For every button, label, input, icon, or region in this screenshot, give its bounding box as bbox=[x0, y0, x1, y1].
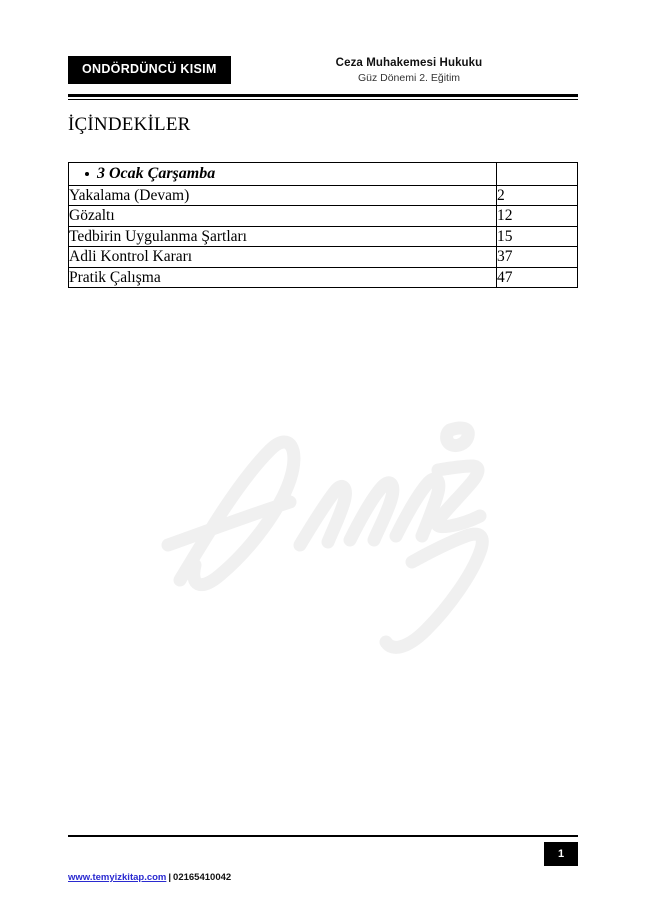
toc-entry-label: Tedbirin Uygulanma Şartları bbox=[69, 226, 497, 246]
toc-entry-page: 15 bbox=[497, 226, 578, 246]
toc-entry-label-text: 3 Ocak Çarşamba bbox=[97, 165, 216, 182]
watermark-logo bbox=[150, 330, 510, 670]
footer-contact bbox=[68, 872, 231, 883]
toc-entry-page: 12 bbox=[497, 206, 578, 226]
toc-entry-page: 37 bbox=[497, 247, 578, 267]
page-number: 1 bbox=[544, 842, 578, 866]
toc-entry-label: Yakalama (Devam) bbox=[69, 186, 497, 206]
page-header bbox=[0, 48, 646, 104]
footer-rule bbox=[68, 835, 578, 837]
toc-table bbox=[68, 162, 578, 288]
toc-entry-page: 2 bbox=[497, 186, 578, 206]
table-row bbox=[69, 163, 578, 186]
header-rule-thin bbox=[68, 99, 578, 100]
header-rule-thick bbox=[68, 94, 578, 97]
table-row bbox=[69, 267, 578, 287]
footer-separator: | bbox=[168, 872, 172, 883]
section-tag: ONDÖRDÜNCÜ KISIM bbox=[68, 56, 231, 84]
header-title-sub: Güz Dönemi 2. Eğitim bbox=[357, 72, 461, 85]
header-title-main: Ceza Muhakemesi Hukuku bbox=[335, 57, 483, 69]
table-row bbox=[69, 186, 578, 206]
header-title-group bbox=[240, 56, 578, 86]
toc-entry-label bbox=[69, 163, 497, 186]
table-row bbox=[69, 226, 578, 246]
table-row bbox=[69, 206, 578, 226]
page-title: İÇİNDEKİLER bbox=[68, 114, 191, 135]
table-row bbox=[69, 247, 578, 267]
toc-entry-label: Pratik Çalışma bbox=[69, 267, 497, 287]
bullet-icon bbox=[85, 172, 89, 176]
toc-entry-label: Adli Kontrol Kararı bbox=[69, 247, 497, 267]
toc-entry-page bbox=[497, 163, 578, 186]
toc-entry-page: 47 bbox=[497, 267, 578, 287]
footer-website-link[interactable]: www.temyizkitap.com bbox=[68, 872, 167, 883]
footer-phone: 02165410042 bbox=[173, 872, 232, 883]
toc-entry-label: Gözaltı bbox=[69, 206, 497, 226]
